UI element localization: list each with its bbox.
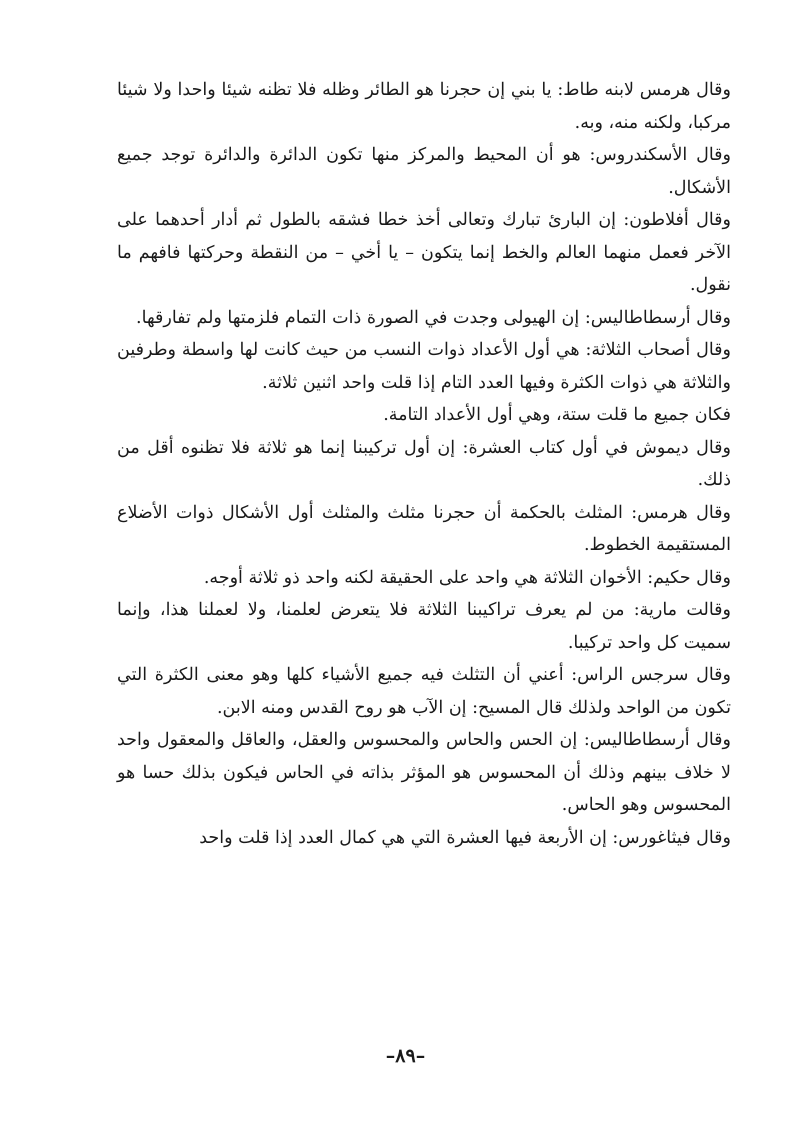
body-text (117, 74, 731, 854)
paragraph: وقال هرمس لابنه طاط: يا بني إن حجرنا هو الطائر وظله فلا تظنه شيئا واحدا ولا شيئا مركبا، ولكنه منه، وبه. (117, 80, 731, 133)
paragraph: وقال ديموش في أول كتاب العشرة: إن أول تركيبنا إنما هو ثلاثة فلا تظنوه أقل من ذلك. (117, 437, 731, 490)
paragraph: وقال فيثاغورس: إن الأربعة فيها العشرة التي هي كمال العدد إذا قلت واحد (199, 827, 731, 848)
paragraph: وقال سرجس الراس: أعني أن التثلث فيه جميع الأشياء كلها وهو معنى الكثرة التي تكون من الواحد ولذلك قال المسيح: إن الآب هو روح القدس ومنه الابن. (117, 665, 731, 718)
paragraph: وقال أرسطاطاليس: إن الهيولى وجدت في الصورة ذات التمام فلزمتها ولم تفارقها. (136, 307, 731, 328)
paragraph: وقالت مارية: من لم يعرف تراكيبنا الثلاثة فلا يتعرض لعلمنا، ولا لعملنا هذا، وإنما سميت كل واحد تركيبا. (117, 600, 731, 653)
paragraph: وقال حكيم: الأخوان الثلاثة هي واحد على الحقيقة لكنه واحد ذو ثلاثة أوجه. (203, 567, 731, 588)
paragraph: وقال أفلاطون: إن البارئ تبارك وتعالى أخذ خطا فشقه بالطول ثم أدار أحدهما على الآخر فعمل منهما العالم والخط إنما يتكون – يا أخي – من النقطة وحركتها فافهم ما نقول. (117, 210, 731, 295)
paragraph: فكان جميع ما قلت ستة، وهي أول الأعداد التامة. (383, 405, 731, 425)
paragraph: وقال أرسطاطاليس: إن الحس والحاس والمحسوس والعقل، والعاقل والمعقول واحد لا خلاف بينهم وذلك أن المحسوس هو المؤثر بذاته في الحاس فيكون بذلك حسا هو المحسوس وهو الحاس. (117, 730, 731, 815)
page-number: –٨٩– (385, 1045, 426, 1067)
paragraph: وقال أصحاب الثلاثة: هي أول الأعداد ذوات النسب من حيث كانت لها واسطة وطرفين والثلاثة هي ذوات الكثرة وفيها العدد التام إذا قلت واحد اثنين ثلاثة. (117, 340, 731, 393)
paragraph: وقال هرمس: المثلث بالحكمة أن حجرنا مثلث والمثلث أول الأشكال ذوات الأضلاع المستقيمة الخطوط. (117, 502, 731, 555)
paragraph: وقال الأسكندروس: هو أن المحيط والمركز منها تكون الدائرة والدائرة توجد جميع الأشكال. (117, 145, 731, 198)
